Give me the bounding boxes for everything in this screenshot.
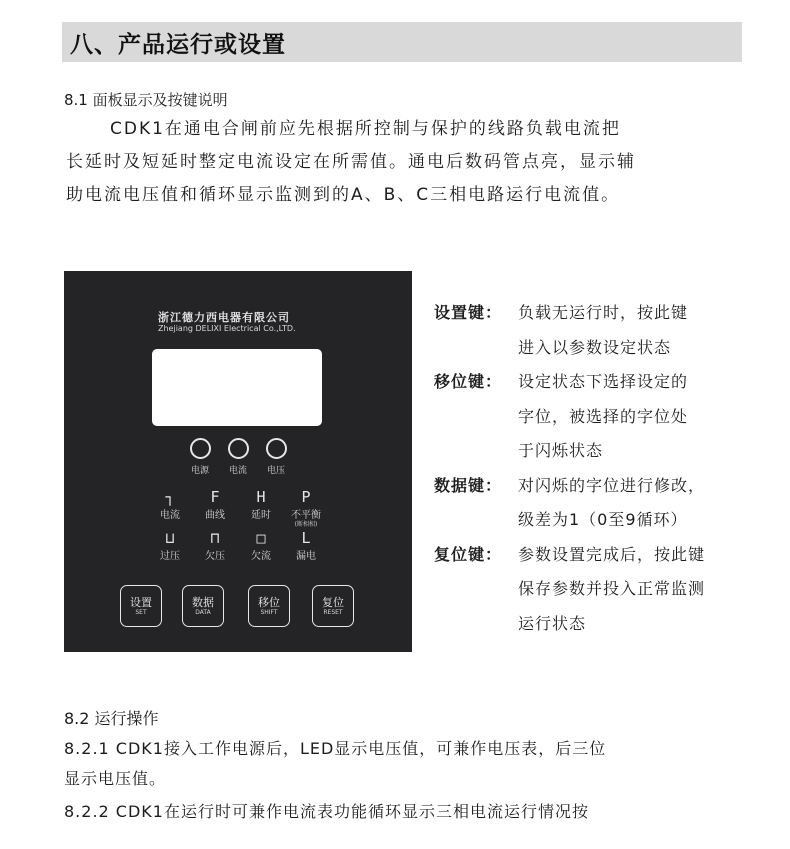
indicator-label: 欠压 — [205, 551, 225, 562]
segment-glyph-icon: P — [301, 488, 311, 506]
key-label-cn: 设置 — [130, 595, 152, 609]
key-label-en: SET — [135, 608, 147, 616]
key-description-set — [434, 296, 705, 365]
key-description-reset — [434, 538, 705, 642]
key-desc-line: 参数设置完成后，按此键 — [518, 544, 706, 564]
key-term: 数据键： — [434, 475, 503, 495]
intro-line: 长延时及短延时整定电流设定在所需值。通电后数码管点亮，显示辅 — [66, 152, 636, 172]
data-key-button — [182, 585, 224, 627]
key-description-list — [434, 296, 705, 641]
key-term: 复位键： — [434, 544, 503, 564]
subsection-heading-8-2: 8.2 运行操作 — [64, 709, 159, 728]
op-line: 8.2.1 CDK1接入工作电源后，LED显示电压值，可兼作电压表，后三位 — [64, 739, 607, 758]
key-label-cn: 数据 — [192, 595, 214, 609]
segment-glyph-icon: ⊔ — [165, 529, 175, 547]
key-label-cn: 移位 — [258, 595, 280, 609]
indicator-label: 漏电 — [296, 551, 316, 562]
key-desc-line: 对闪烁的字位进行修改， — [518, 475, 706, 495]
key-description-data — [434, 469, 705, 538]
key-term: 设置键： — [434, 303, 503, 322]
section-title: 八、产品运行或设置 — [70, 31, 286, 58]
indicator-note: (断相相) — [294, 521, 318, 528]
current-led-icon — [228, 438, 249, 459]
key-label-cn: 复位 — [322, 595, 344, 609]
indicator-label: 曲线 — [205, 510, 225, 521]
intro-line: 助电流电压值和循环显示监测到的A、B、C三相电路运行电流值。 — [66, 185, 621, 205]
intro-paragraph — [66, 113, 766, 212]
brand-name-cn: 浙江德力西电器有限公司 — [158, 311, 290, 324]
lcd-display — [152, 349, 322, 426]
key-desc-line: 保存参数并投入正常监测 — [518, 579, 706, 598]
op-line: 8.2.2 CDK1在运行时可兼作电流表功能循环显示三相电流运行情况按 — [64, 802, 589, 821]
voltage-led-icon — [266, 438, 287, 459]
led-label: 电流 — [228, 466, 247, 476]
segment-glyph-icon: L — [301, 529, 311, 547]
key-description-shift — [434, 365, 705, 469]
segment-glyph-icon: F — [210, 488, 220, 506]
segment-glyph-icon: □ — [256, 529, 266, 547]
key-desc-line: 运行状态 — [518, 613, 587, 633]
led-label: 电源 — [190, 466, 209, 476]
segment-glyph-icon: H — [256, 488, 266, 506]
subsection-heading-8-1: 8.1 面板显示及按键说明 — [64, 91, 228, 109]
set-key-button — [120, 585, 162, 627]
led-label: 电压 — [266, 466, 285, 476]
op-line: 显示电压值。 — [64, 769, 167, 788]
power-led-icon — [190, 438, 211, 459]
key-desc-line: 于闪烁状态 — [518, 441, 604, 460]
op-8-2-2-paragraph — [64, 797, 764, 827]
indicator-label: 过压 — [160, 551, 180, 562]
indicator-label: 欠流 — [251, 551, 271, 562]
key-label-en: DATA — [195, 608, 211, 616]
reset-key-button — [312, 585, 354, 627]
indicator-label: 电流 — [160, 510, 180, 521]
key-label-en: RESET — [323, 608, 343, 616]
key-desc-line: 负载无运行时，按此键 — [518, 303, 689, 322]
intro-line: CDK1在通电合闸前应先根据所控制与保护的线路负载电流把 — [110, 119, 621, 139]
segment-glyph-icon: ⊓ — [210, 529, 220, 547]
key-desc-line: 级差为1（0至9循环） — [518, 510, 688, 529]
op-8-2-1-paragraph — [64, 734, 764, 794]
section-header — [62, 22, 742, 62]
indicator-label: 不平衡 — [291, 510, 321, 521]
key-desc-line: 进入以参数设定状态 — [518, 337, 672, 357]
key-term: 移位键： — [434, 372, 503, 391]
key-label-en: SHIFT — [260, 608, 278, 616]
brand-name-en: Zhejiang DELIXI Electrical Co.,LTD. — [158, 324, 296, 333]
shift-key-button — [248, 585, 290, 627]
segment-glyph-icon: ┐ — [165, 488, 175, 506]
indicator-label: 延时 — [251, 510, 271, 521]
key-desc-line: 字位，被选择的字位处 — [518, 406, 689, 426]
key-desc-line: 设定状态下选择设定的 — [518, 372, 689, 391]
control-panel-image — [64, 271, 412, 652]
